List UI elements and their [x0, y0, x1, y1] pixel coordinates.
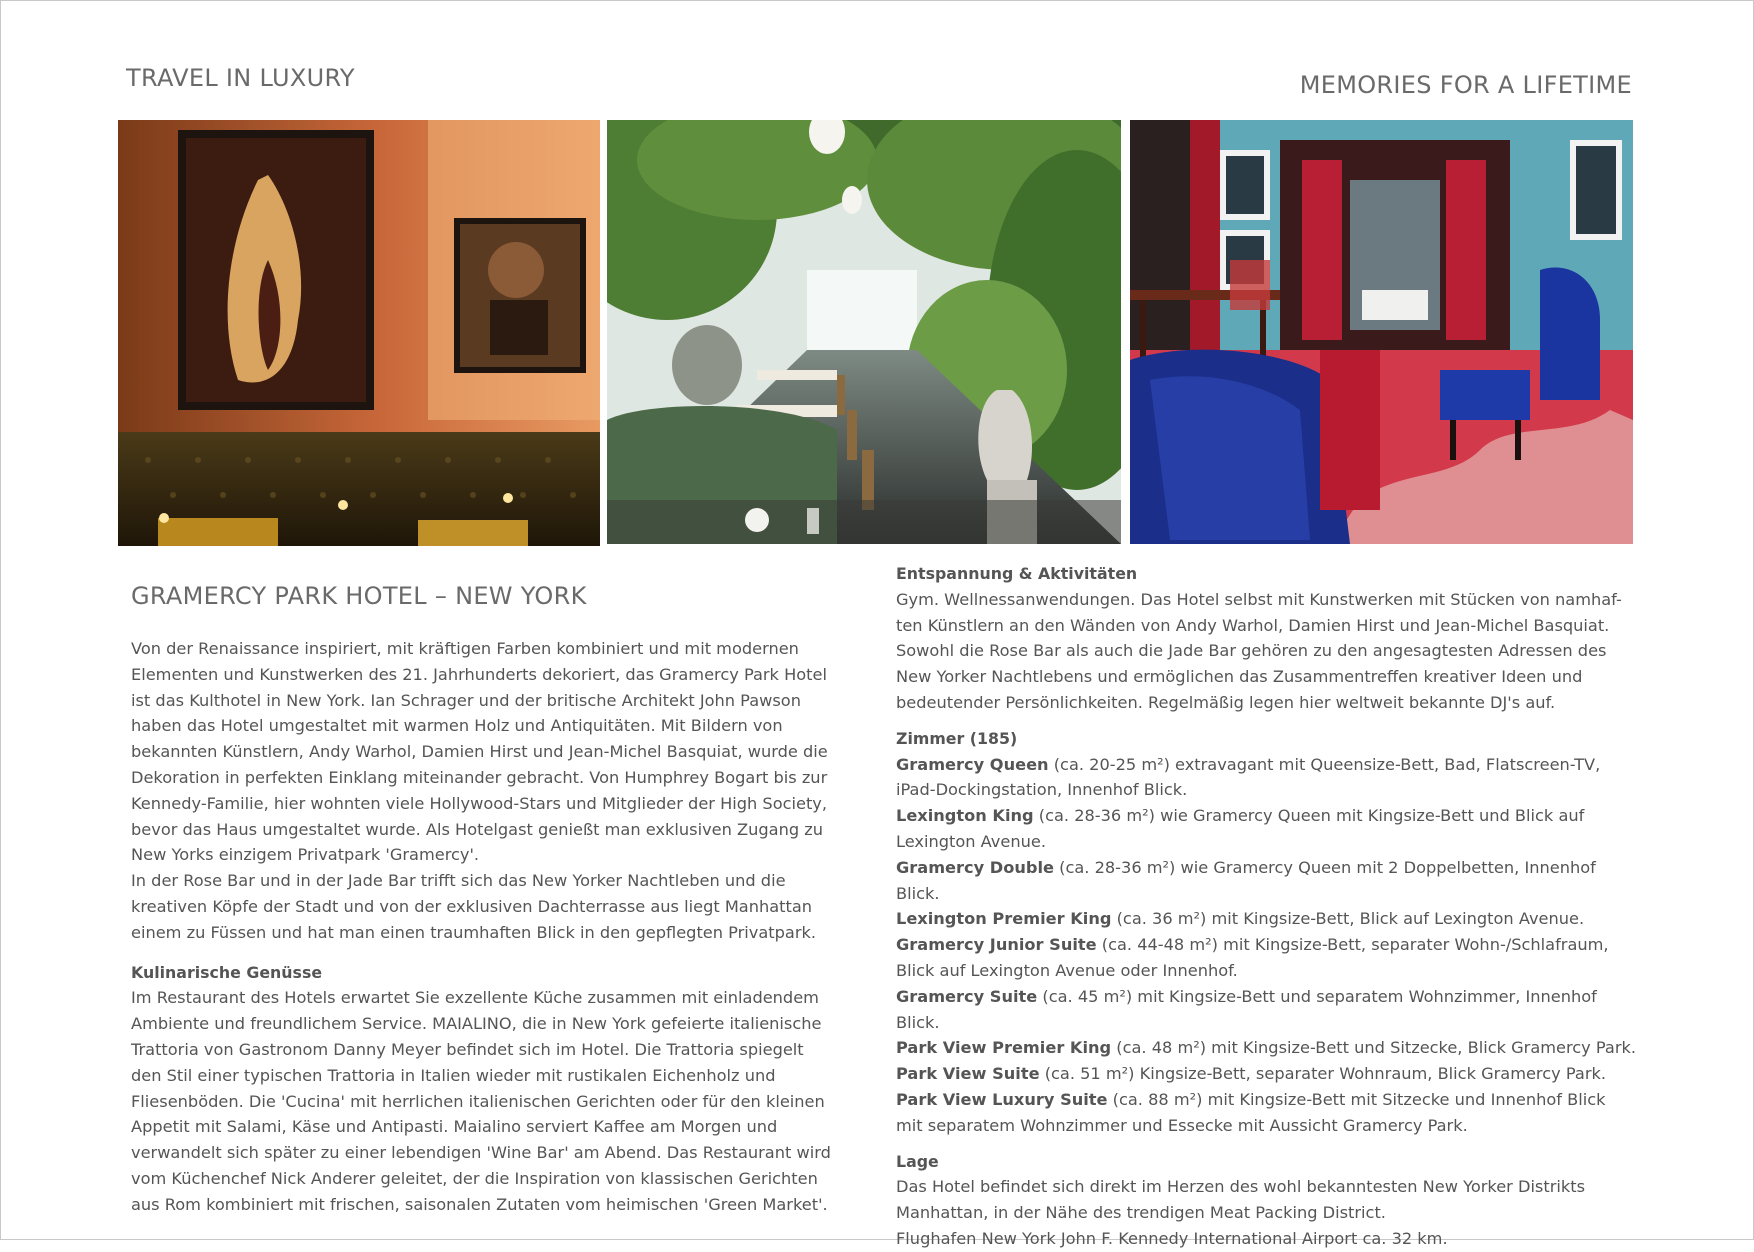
room-desc: (ca. 28-36 m²) wie Gramercy Queen mit Kingsize-Bett und Blick auf Lexington Avenue.	[896, 806, 1585, 851]
culinary-heading: Kulinarische Genüsse	[131, 962, 323, 982]
room-entry	[896, 1061, 1636, 1087]
room-name: Gramercy Double	[896, 857, 1055, 877]
relax-heading: Entspannung & Aktivitäten	[896, 564, 1138, 583]
location-paragraph: Das Hotel befindet sich direkt im Herzen des wohl bekanntesten New Yorker Distrikts Manhattan, in der Nähe des trendigen Meat Packing District.	[896, 1177, 1586, 1223]
room-desc: (ca. 28-36 m²) wie Gramercy Queen mit 2 Doppelbetten, Innenhof Blick.	[896, 857, 1596, 903]
left-column	[131, 572, 831, 1218]
room-entry	[896, 1087, 1636, 1139]
culinary-paragraph: Im Restaurant des Hotels erwartet Sie exzellente Küche zusammen mit einladendem Ambiente und freundlichem Service. MAIALINO, die in New York gefeierte italienische Trattoria von Gastronom Danny Meyer befindet sich im Hotel. Die Trattoria spiegelt den Stil einer typischen Trattoria in Italien wieder mit rustikalen Eichenholz und Fliesenböden. Die 'Cucina' mit herrlichen italienischen Gerichten oder für den kleinen Appetit mit Salami, Käse und Antipasti. Maialino serviert Kaffee am Morgen und verwandelt sich später zu einer lebendigen 'Wine Bar' am Abend. Das Restaurant wird vom Küchenchef Nick Anderer geleitet, der die Inspiration von klassischen Gerichten aus Rom kombiniert mit frischen, saisonalen Zutaten vom heimischen 'Green Market'.	[131, 988, 831, 1214]
room-entry	[896, 932, 1636, 984]
location-heading: Lage	[896, 1151, 939, 1171]
relax-paragraph: Gym. Wellnessanwendungen. Das Hotel selbst mit Kunstwerken mit Stücken von namhaf-ten Künstlern an den Wänden von Andy Warhol, Damien Hirst und Jean-Michel Basquiat. Sowohl die Rose Bar als auch die Jade Bar gehören zu den angesagtesten Adressen des New Yorker Nachtlebens und ermöglichen das Zusammentreffen kreativer Ideen und bedeutender Persönlichkeiten. Regelmäßig legen hier weltweit bekannte DJ's auf.	[896, 589, 1622, 712]
room-entry	[896, 752, 1636, 804]
room-name: Gramercy Junior Suite	[896, 935, 1097, 955]
room-entry	[896, 855, 1636, 907]
bars-paragraph: In der Rose Bar und in der Jade Bar trifft sich das New Yorker Nachtleben und die kreativen Köpfe der Stadt und von der exklusiven Dachterrasse aus liegt Manhattan einem zu Füssen und hat man einen traumhaften Blick in den gepflegten Privatpark.	[131, 871, 817, 942]
restaurant-wall-art-photo	[118, 120, 600, 546]
airport-paragraph: Flughafen New York John F. Kennedy International Airport ca. 32 km.	[896, 1228, 1448, 1248]
room-desc: (ca. 48 m²) mit Kingsize-Bett und Sitzecke, Blick Gramercy Park.	[1111, 1038, 1637, 1058]
room-name: Park View Premier King	[896, 1038, 1112, 1058]
room-name: Gramercy Queen	[896, 754, 1049, 774]
room-desc: (ca. 44-48 m²) mit Kingsize-Bett, separater Wohn-/Schlafraum, Blick auf Lexington Avenue oder Innenhof.	[896, 935, 1609, 980]
room-name: Park View Luxury Suite	[896, 1089, 1108, 1109]
room-entry	[896, 803, 1636, 855]
room-name: Lexington King	[896, 806, 1034, 826]
header-right-tagline: MEMORIES FOR A LIFETIME	[1299, 71, 1632, 99]
room-name: Park View Suite	[896, 1064, 1040, 1084]
room-entry	[896, 984, 1636, 1036]
room-desc: (ca. 36 m²) mit Kingsize-Bett, Blick auf Lexington Avenue.	[1111, 909, 1585, 929]
room-name: Gramercy Suite	[896, 986, 1038, 1006]
room-name: Lexington Premier King	[896, 909, 1112, 929]
room-desc: (ca. 45 m²) mit Kingsize-Bett und separatem Wohnzimmer, Innenhof Blick.	[896, 986, 1597, 1032]
rooms-heading: Zimmer (185)	[896, 728, 1018, 748]
hotel-suite-photo	[1130, 120, 1633, 544]
intro-paragraph: Von der Renaissance inspiriert, mit kräftigen Farben kombiniert und mit modernen Elementen und Kunstwerken des 21. Jahrhunderts dekoriert, das Gramercy Park Hotel ist das Kulthotel in New York. Ian Schrager und der britische Architekt John Pawson haben das Hotel umgestaltet mit warmen Holz und Antiquitäten. Mit Bildern von bekannten Künstlern, Andy Warhol, Damien Hirst und Jean-Michel Basquiat, wurde die Dekoration in perfekten Einklang miteinander gebracht. Von Humphrey Bogart bis zur Kennedy-Familie, hier wohnten viele Hollywood-Stars und Mitglieder der High Society, bevor das Haus umgestaltet wurde. Als Hotelgast genießt man exklusiven Zugang zu New Yorks einzigem Privatpark 'Gramercy'.	[131, 639, 828, 865]
rooftop-terrace-photo	[607, 120, 1121, 544]
right-column	[896, 561, 1636, 1252]
room-entry	[896, 906, 1636, 932]
hotel-title: GRAMERCY PARK HOTEL – NEW YORK	[131, 582, 587, 610]
room-entry	[896, 1035, 1636, 1061]
room-desc: (ca. 88 m²) mit Kingsize-Bett mit Sitzecke und Innenhof Blick mit separatem Wohnzimmer und Essecke mit Aussicht Gramercy Park.	[896, 1089, 1606, 1135]
room-desc: (ca. 51 m²) Kingsize-Bett, separater Wohnraum, Blick Gramercy Park.	[1039, 1064, 1606, 1084]
room-desc: (ca. 20-25 m²) extravagant mit Queensize-Bett, Bad, Flatscreen-TV, iPad-Dockingstation, Innenhof Blick.	[896, 754, 1601, 800]
header-left-tagline: TRAVEL IN LUXURY	[126, 64, 355, 92]
